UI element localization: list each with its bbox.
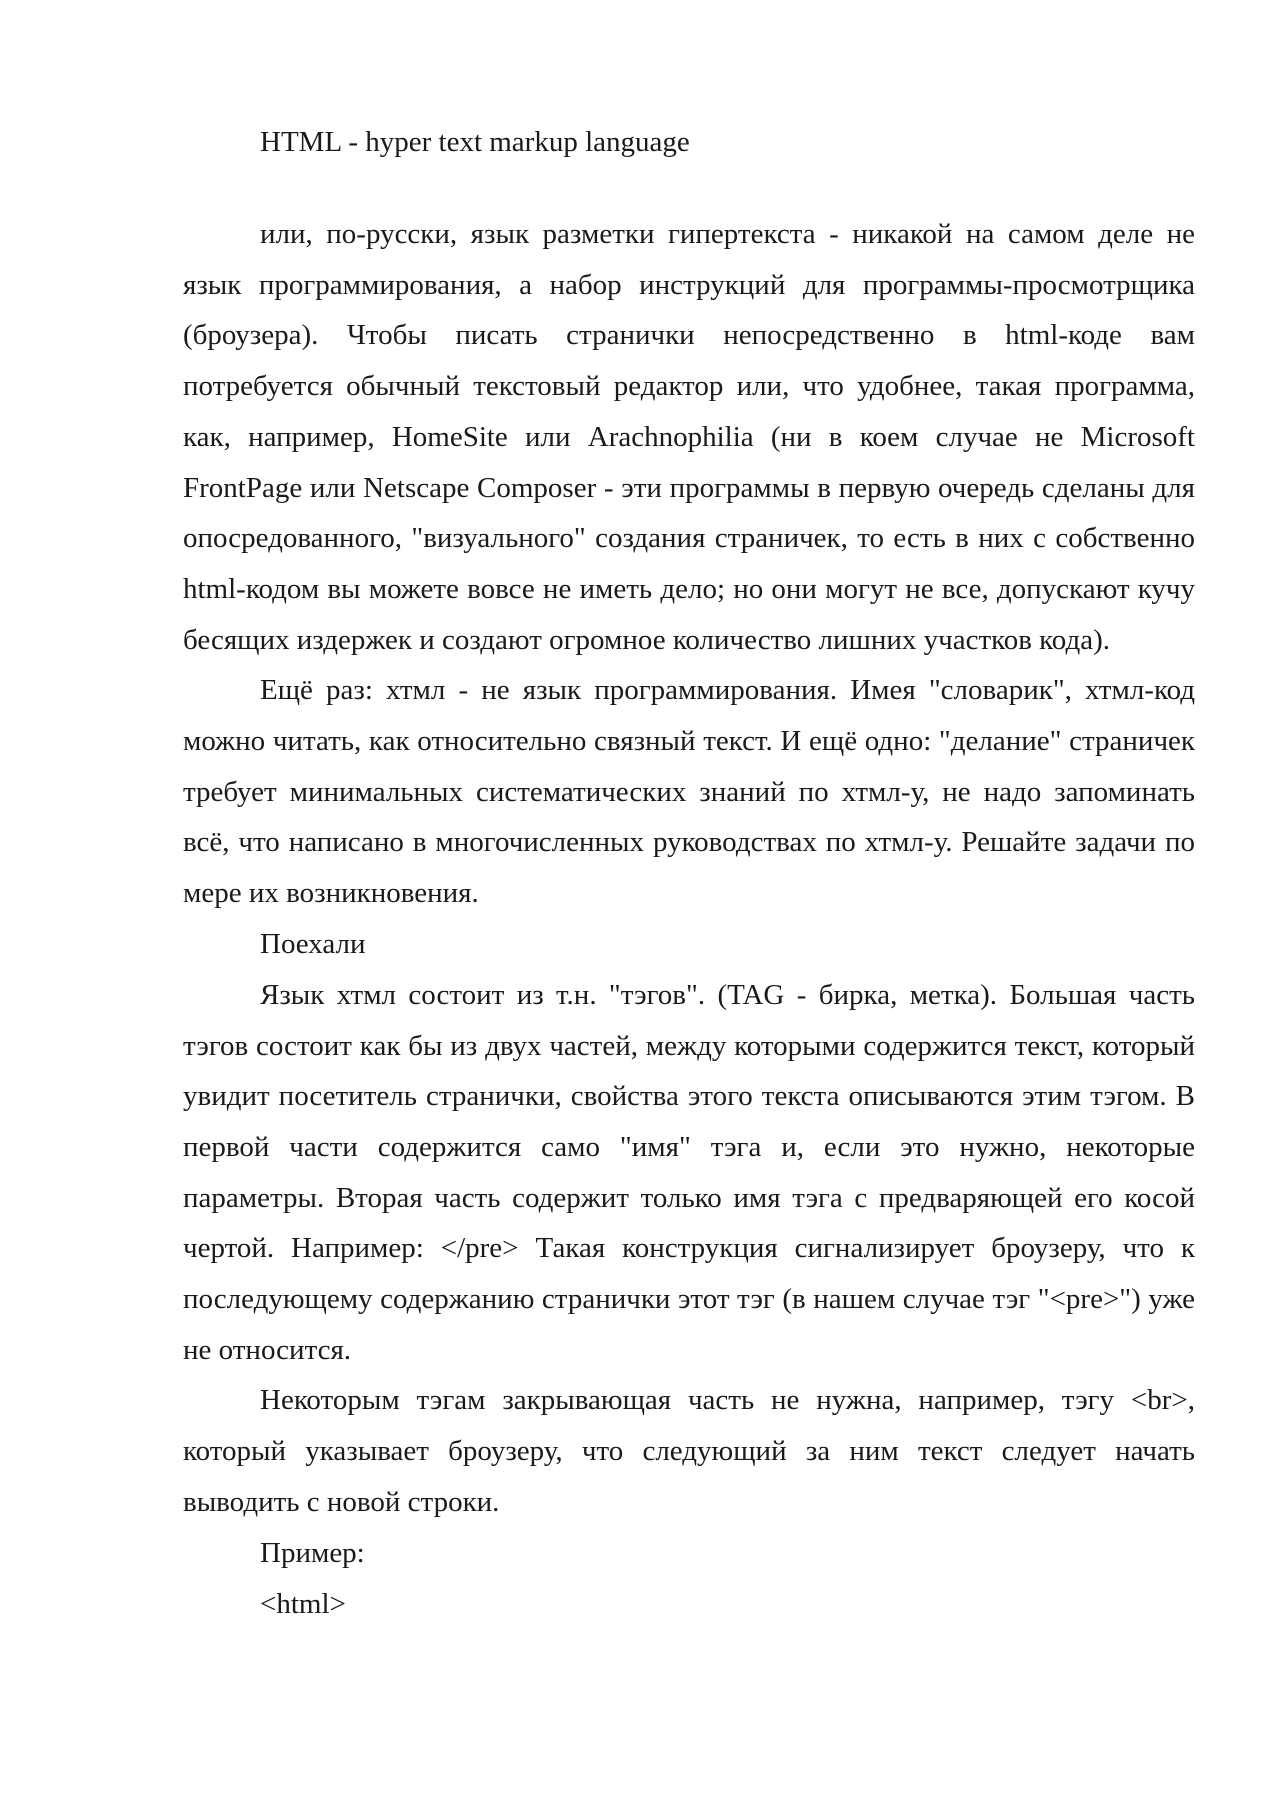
paragraph-example-label: Пример:: [260, 1536, 365, 1569]
spacer: [183, 168, 1195, 209]
paragraph-not-programming: Ещё раз: хтмл - не язык программирования. Имея "словарик", хтмл-код можно читать, как относительно связный текст. И ещё одно: "делание" страничек требует минимальных систематических знаний по хтмл-у, не надо запоминать всё, что написано в многочисленных руководствах по хтмл-у. Решайте задачи по мере их возникновения.: [183, 674, 1195, 910]
paragraph-tags: Язык хтмл состоит из т.н. "тэгов". (TAG - бирка, метка). Большая часть тэгов состоит как бы из двух частей, между которыми содержится текст, который увидит посетитель странички, свойства этого текста описываются этим тэгом. В первой части содержится само "имя" тэга и, если это нужно, некоторые параметры. Вторая часть содержит только имя тэга с предваряющей его косой чертой. Например: </pre> Такая конструкция сигнализирует броузеру, что к последующему содержанию странички этот тэг (в нашем случае тэг "<pre>") уже не относится.: [183, 978, 1195, 1366]
paragraph-intro: или, по-русски, язык разметки гипертекста - никакой на самом деле не язык программирования, а набор инструкций для программы-просмотрщика (броузера). Чтобы писать странички непосредственно в html-коде вам потребуется обычный текстовый редактор или, что удобнее, такая программа, как, например, HomeSite или Arachnophilia (ни в коем случае не Microsoft FrontPage или Netscape Composer - эти программы в первую очередь сделаны для опосредованного, "визуального" создания страничек, то есть в них с собственно html-кодом вы можете вовсе не иметь дело; но они могут не все, допускают кучу бесящих издержек и создают огромное количество лишних участков кода).: [183, 218, 1195, 656]
paragraph-closing-tags: Некоторым тэгам закрывающая часть не нужна, например, тэгу <br>, который указывает броузеру, что следующий за ним текст следует начать выводить с новой строки.: [183, 1384, 1195, 1518]
paragraph-html-tag: <html>: [260, 1587, 346, 1620]
paragraph-lets-go: Поехали: [260, 927, 366, 960]
document-body: [183, 117, 1195, 1630]
document-heading: HTML - hyper text markup language: [260, 126, 690, 158]
